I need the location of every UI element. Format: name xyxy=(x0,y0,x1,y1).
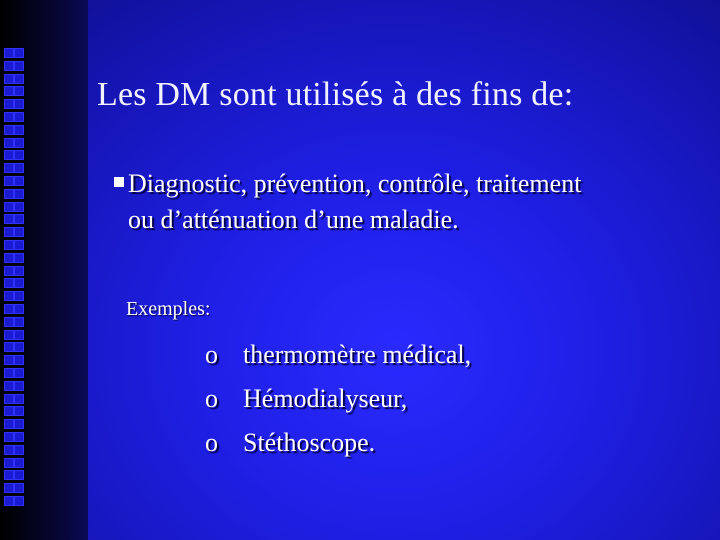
decorative-square xyxy=(4,266,14,276)
decorative-square xyxy=(4,253,14,263)
decorative-square xyxy=(14,406,24,416)
decorative-square xyxy=(4,394,14,404)
decorative-square xyxy=(14,125,24,135)
decorative-square xyxy=(14,342,24,352)
decorative-square xyxy=(14,445,24,455)
slide-title: Les DM sont utilisés à des fins de: xyxy=(97,76,574,113)
decorative-square xyxy=(4,432,14,442)
decorative-square xyxy=(14,202,24,212)
decorative-square xyxy=(14,227,24,237)
decorative-square xyxy=(4,61,14,71)
decorative-square xyxy=(14,86,24,96)
decorative-square xyxy=(14,176,24,186)
decorative-square xyxy=(4,278,14,288)
list-item xyxy=(205,338,685,382)
left-decorative-band xyxy=(0,0,88,540)
main-bullet-line-2: ou d’atténuation d’une maladie. xyxy=(128,205,459,234)
decorative-square xyxy=(4,445,14,455)
decorative-square xyxy=(4,112,14,122)
decorative-square xyxy=(4,406,14,416)
decorative-square xyxy=(14,278,24,288)
decorative-square xyxy=(4,496,14,506)
decorative-square xyxy=(4,202,14,212)
list-item xyxy=(205,426,685,470)
decorative-square xyxy=(14,253,24,263)
decorative-square xyxy=(14,496,24,506)
decorative-square xyxy=(4,176,14,186)
decorative-square xyxy=(14,394,24,404)
decorative-square xyxy=(14,112,24,122)
decorative-square xyxy=(4,86,14,96)
decorative-square xyxy=(14,163,24,173)
decorative-square xyxy=(14,470,24,480)
example-text: Stéthoscope. xyxy=(243,428,376,457)
decorative-square xyxy=(14,368,24,378)
decorative-square xyxy=(14,304,24,314)
decorative-square xyxy=(14,138,24,148)
decorative-square xyxy=(14,214,24,224)
main-bullet-text xyxy=(128,166,708,238)
example-text: Hémodialyseur, xyxy=(243,384,408,413)
decorative-square xyxy=(4,214,14,224)
decorative-square xyxy=(4,470,14,480)
circle-bullet-icon: o xyxy=(205,428,218,457)
decorative-square xyxy=(14,99,24,109)
circle-bullet-icon: o xyxy=(205,384,218,413)
decorative-square xyxy=(14,381,24,391)
decorative-square xyxy=(14,150,24,160)
decorative-square xyxy=(14,291,24,301)
decorative-square xyxy=(14,419,24,429)
decorative-square xyxy=(14,61,24,71)
decorative-square xyxy=(14,189,24,199)
decorative-square xyxy=(4,355,14,365)
decorative-square xyxy=(14,483,24,493)
decorative-square xyxy=(4,419,14,429)
decorative-square xyxy=(14,458,24,468)
decorative-square xyxy=(14,330,24,340)
decorative-square xyxy=(4,342,14,352)
decorative-square xyxy=(4,227,14,237)
decorative-square xyxy=(4,125,14,135)
list-item xyxy=(205,382,685,426)
decorative-square xyxy=(4,163,14,173)
decorative-square xyxy=(14,74,24,84)
decorative-square xyxy=(4,74,14,84)
decorative-square xyxy=(4,368,14,378)
decorative-square xyxy=(4,317,14,327)
decorative-square xyxy=(14,432,24,442)
decorative-square xyxy=(4,458,14,468)
main-bullet-line-1: Diagnostic, prévention, contrôle, traitement xyxy=(128,169,582,198)
decorative-square xyxy=(4,138,14,148)
decorative-square xyxy=(14,266,24,276)
decorative-square xyxy=(4,150,14,160)
examples-list xyxy=(205,338,685,470)
decorative-square xyxy=(4,483,14,493)
decorative-square xyxy=(4,99,14,109)
decorative-square xyxy=(14,317,24,327)
example-text: thermomètre médical, xyxy=(243,340,472,369)
decorative-square xyxy=(14,48,24,58)
decorative-square xyxy=(4,240,14,250)
decorative-square xyxy=(4,189,14,199)
decorative-square xyxy=(4,381,14,391)
decorative-square xyxy=(4,291,14,301)
examples-label: Exemples: xyxy=(126,298,211,320)
decorative-square xyxy=(4,48,14,58)
decorative-square xyxy=(4,304,14,314)
square-bullet-icon xyxy=(114,177,124,187)
decorative-square-pattern xyxy=(4,48,20,528)
circle-bullet-icon: o xyxy=(205,340,218,369)
decorative-square xyxy=(14,355,24,365)
decorative-square xyxy=(14,240,24,250)
decorative-square xyxy=(4,330,14,340)
